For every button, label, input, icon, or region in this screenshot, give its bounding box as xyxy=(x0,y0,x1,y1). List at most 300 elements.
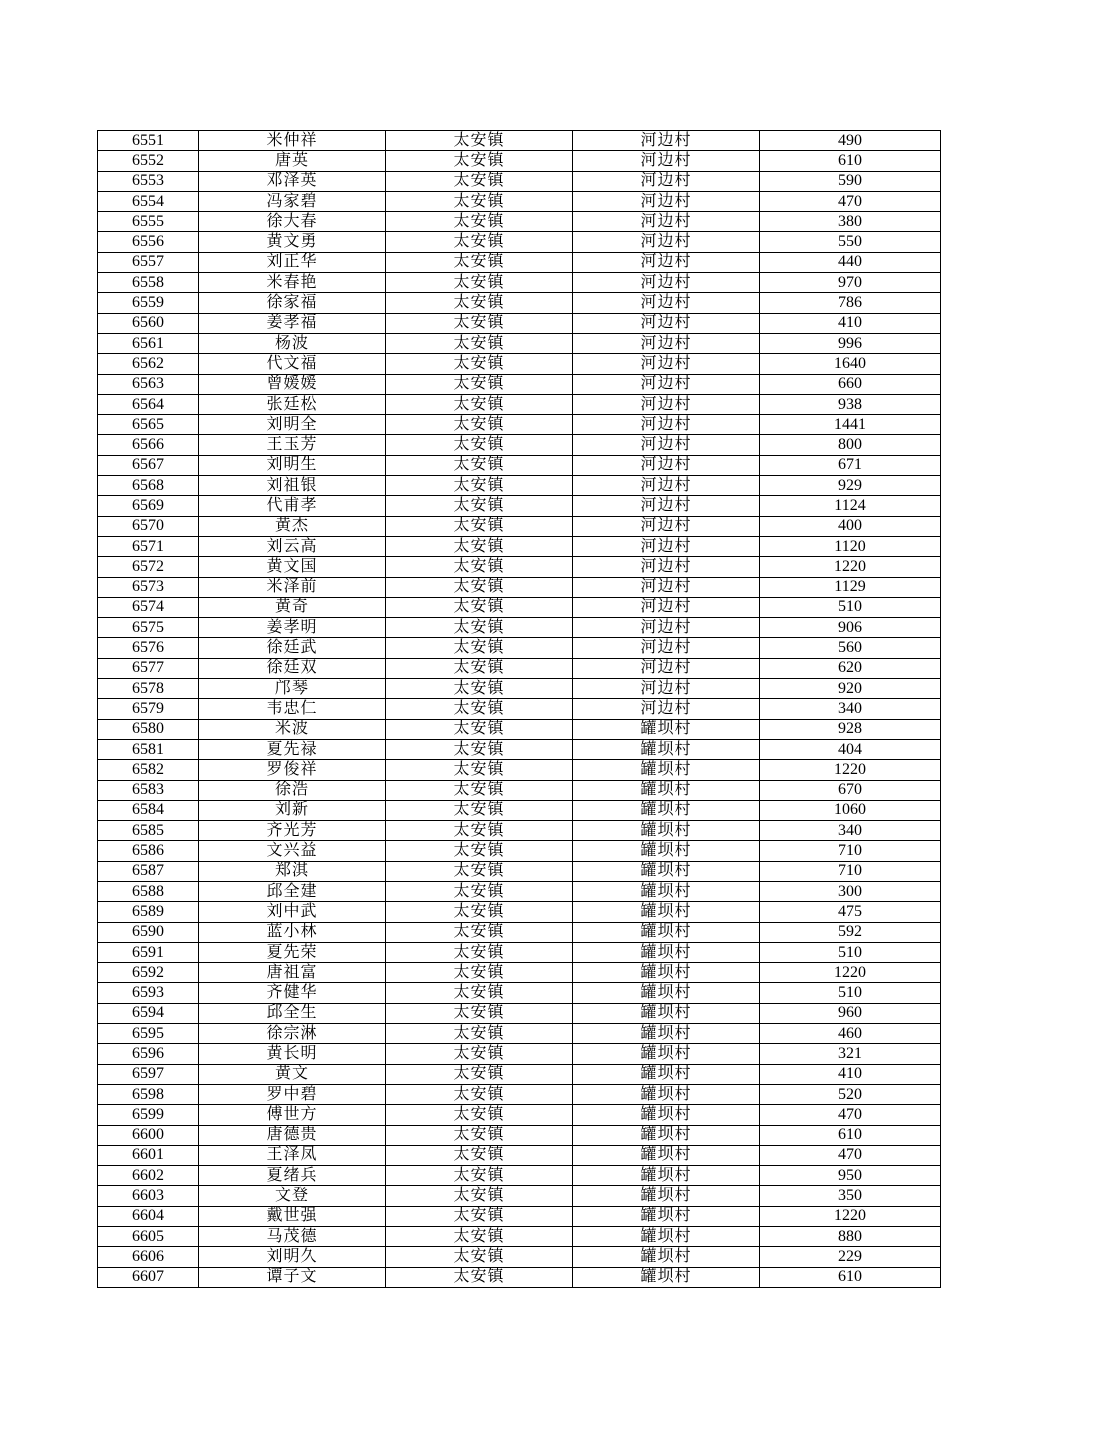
table-row xyxy=(98,699,941,719)
town-cell: 太安镇 xyxy=(386,577,573,597)
amount-cell: 380 xyxy=(760,212,941,232)
row-number-cell: 6579 xyxy=(98,699,199,719)
row-number-cell: 6598 xyxy=(98,1084,199,1104)
table-row xyxy=(98,1125,941,1145)
name-cell: 徐廷双 xyxy=(199,658,386,678)
village-cell: 河边村 xyxy=(573,191,760,211)
name-cell: 代文福 xyxy=(199,354,386,374)
table-row xyxy=(98,252,941,272)
village-cell: 河边村 xyxy=(573,536,760,556)
village-cell: 罐坝村 xyxy=(573,922,760,942)
amount-cell: 510 xyxy=(760,597,941,617)
row-number-cell: 6590 xyxy=(98,922,199,942)
name-cell: 徐宗淋 xyxy=(199,1024,386,1044)
town-cell: 太安镇 xyxy=(386,739,573,759)
row-number-cell: 6553 xyxy=(98,171,199,191)
amount-cell: 960 xyxy=(760,1003,941,1023)
amount-cell: 510 xyxy=(760,983,941,1003)
table-row xyxy=(98,394,941,414)
town-cell: 太安镇 xyxy=(386,800,573,820)
village-cell: 罐坝村 xyxy=(573,821,760,841)
town-cell: 太安镇 xyxy=(386,374,573,394)
village-cell: 罐坝村 xyxy=(573,1024,760,1044)
name-cell: 杨波 xyxy=(199,333,386,353)
table-row xyxy=(98,131,941,151)
town-cell: 太安镇 xyxy=(386,1267,573,1287)
table-row xyxy=(98,780,941,800)
name-cell: 曾媛媛 xyxy=(199,374,386,394)
name-cell: 王玉芳 xyxy=(199,435,386,455)
village-cell: 罐坝村 xyxy=(573,1105,760,1125)
table-row xyxy=(98,1084,941,1104)
town-cell: 太安镇 xyxy=(386,963,573,983)
row-number-cell: 6582 xyxy=(98,760,199,780)
amount-cell: 1129 xyxy=(760,577,941,597)
amount-cell: 475 xyxy=(760,902,941,922)
amount-cell: 1640 xyxy=(760,354,941,374)
table-row xyxy=(98,861,941,881)
town-cell: 太安镇 xyxy=(386,922,573,942)
name-cell: 刘新 xyxy=(199,800,386,820)
town-cell: 太安镇 xyxy=(386,151,573,171)
name-cell: 罗中碧 xyxy=(199,1084,386,1104)
row-number-cell: 6562 xyxy=(98,354,199,374)
row-number-cell: 6557 xyxy=(98,252,199,272)
name-cell: 黄文国 xyxy=(199,557,386,577)
table-row xyxy=(98,191,941,211)
row-number-cell: 6601 xyxy=(98,1145,199,1165)
amount-cell: 671 xyxy=(760,455,941,475)
amount-cell: 610 xyxy=(760,1267,941,1287)
amount-cell: 880 xyxy=(760,1227,941,1247)
name-cell: 邓泽英 xyxy=(199,171,386,191)
village-cell: 河边村 xyxy=(573,435,760,455)
amount-cell: 410 xyxy=(760,1064,941,1084)
name-cell: 徐大春 xyxy=(199,212,386,232)
name-cell: 齐健华 xyxy=(199,983,386,1003)
table-row xyxy=(98,739,941,759)
town-cell: 太安镇 xyxy=(386,760,573,780)
table-row xyxy=(98,1227,941,1247)
village-cell: 河边村 xyxy=(573,679,760,699)
row-number-cell: 6597 xyxy=(98,1064,199,1084)
row-number-cell: 6600 xyxy=(98,1125,199,1145)
village-cell: 河边村 xyxy=(573,394,760,414)
town-cell: 太安镇 xyxy=(386,881,573,901)
table-row xyxy=(98,1003,941,1023)
table-row xyxy=(98,293,941,313)
town-cell: 太安镇 xyxy=(386,131,573,151)
table-row xyxy=(98,1044,941,1064)
table-row xyxy=(98,983,941,1003)
row-number-cell: 6602 xyxy=(98,1166,199,1186)
name-cell: 文登 xyxy=(199,1186,386,1206)
table-row xyxy=(98,1166,941,1186)
town-cell: 太安镇 xyxy=(386,415,573,435)
table-body xyxy=(98,131,941,1288)
table-row xyxy=(98,841,941,861)
row-number-cell: 6567 xyxy=(98,455,199,475)
amount-cell: 786 xyxy=(760,293,941,313)
amount-cell: 410 xyxy=(760,313,941,333)
table-row xyxy=(98,679,941,699)
row-number-cell: 6578 xyxy=(98,679,199,699)
town-cell: 太安镇 xyxy=(386,841,573,861)
row-number-cell: 6564 xyxy=(98,394,199,414)
town-cell: 太安镇 xyxy=(386,354,573,374)
town-cell: 太安镇 xyxy=(386,557,573,577)
name-cell: 郑淇 xyxy=(199,861,386,881)
town-cell: 太安镇 xyxy=(386,313,573,333)
town-cell: 太安镇 xyxy=(386,476,573,496)
town-cell: 太安镇 xyxy=(386,1105,573,1125)
row-number-cell: 6585 xyxy=(98,821,199,841)
village-cell: 河边村 xyxy=(573,293,760,313)
village-cell: 罐坝村 xyxy=(573,1247,760,1267)
village-cell: 罐坝村 xyxy=(573,1064,760,1084)
town-cell: 太安镇 xyxy=(386,1125,573,1145)
table-row xyxy=(98,536,941,556)
name-cell: 邝琴 xyxy=(199,679,386,699)
village-cell: 河边村 xyxy=(573,455,760,475)
table-row xyxy=(98,577,941,597)
name-cell: 代甫孝 xyxy=(199,496,386,516)
table-row xyxy=(98,638,941,658)
village-cell: 河边村 xyxy=(573,151,760,171)
town-cell: 太安镇 xyxy=(386,618,573,638)
name-cell: 夏先荣 xyxy=(199,942,386,962)
row-number-cell: 6592 xyxy=(98,963,199,983)
name-cell: 夏先禄 xyxy=(199,739,386,759)
village-cell: 罐坝村 xyxy=(573,800,760,820)
row-number-cell: 6577 xyxy=(98,658,199,678)
table-row xyxy=(98,496,941,516)
town-cell: 太安镇 xyxy=(386,1064,573,1084)
data-table xyxy=(97,130,941,1288)
town-cell: 太安镇 xyxy=(386,1084,573,1104)
table-row xyxy=(98,435,941,455)
name-cell: 蓝小林 xyxy=(199,922,386,942)
row-number-cell: 6566 xyxy=(98,435,199,455)
village-cell: 河边村 xyxy=(573,496,760,516)
town-cell: 太安镇 xyxy=(386,861,573,881)
amount-cell: 1124 xyxy=(760,496,941,516)
name-cell: 夏绪兵 xyxy=(199,1166,386,1186)
amount-cell: 400 xyxy=(760,516,941,536)
row-number-cell: 6551 xyxy=(98,131,199,151)
town-cell: 太安镇 xyxy=(386,536,573,556)
name-cell: 谭子文 xyxy=(199,1267,386,1287)
name-cell: 戴世强 xyxy=(199,1206,386,1226)
village-cell: 罐坝村 xyxy=(573,1227,760,1247)
name-cell: 齐光芳 xyxy=(199,821,386,841)
row-number-cell: 6583 xyxy=(98,780,199,800)
town-cell: 太安镇 xyxy=(386,1206,573,1226)
amount-cell: 1220 xyxy=(760,1206,941,1226)
name-cell: 罗俊祥 xyxy=(199,760,386,780)
amount-cell: 592 xyxy=(760,922,941,942)
table-row xyxy=(98,963,941,983)
name-cell: 黄文勇 xyxy=(199,232,386,252)
village-cell: 罐坝村 xyxy=(573,1044,760,1064)
row-number-cell: 6591 xyxy=(98,942,199,962)
town-cell: 太安镇 xyxy=(386,516,573,536)
village-cell: 罐坝村 xyxy=(573,1084,760,1104)
row-number-cell: 6581 xyxy=(98,739,199,759)
table-row xyxy=(98,902,941,922)
row-number-cell: 6595 xyxy=(98,1024,199,1044)
table-row xyxy=(98,1267,941,1287)
row-number-cell: 6561 xyxy=(98,333,199,353)
village-cell: 罐坝村 xyxy=(573,1125,760,1145)
name-cell: 刘祖银 xyxy=(199,476,386,496)
amount-cell: 590 xyxy=(760,171,941,191)
amount-cell: 550 xyxy=(760,232,941,252)
town-cell: 太安镇 xyxy=(386,638,573,658)
town-cell: 太安镇 xyxy=(386,212,573,232)
name-cell: 徐浩 xyxy=(199,780,386,800)
village-cell: 河边村 xyxy=(573,333,760,353)
village-cell: 罐坝村 xyxy=(573,1145,760,1165)
row-number-cell: 6576 xyxy=(98,638,199,658)
table-row xyxy=(98,333,941,353)
row-number-cell: 6572 xyxy=(98,557,199,577)
name-cell: 邱全建 xyxy=(199,881,386,901)
village-cell: 罐坝村 xyxy=(573,841,760,861)
village-cell: 罐坝村 xyxy=(573,861,760,881)
row-number-cell: 6606 xyxy=(98,1247,199,1267)
town-cell: 太安镇 xyxy=(386,1247,573,1267)
village-cell: 河边村 xyxy=(573,273,760,293)
village-cell: 河边村 xyxy=(573,618,760,638)
row-number-cell: 6573 xyxy=(98,577,199,597)
town-cell: 太安镇 xyxy=(386,455,573,475)
village-cell: 河边村 xyxy=(573,171,760,191)
village-cell: 河边村 xyxy=(573,638,760,658)
name-cell: 刘中武 xyxy=(199,902,386,922)
table-row xyxy=(98,415,941,435)
amount-cell: 440 xyxy=(760,252,941,272)
name-cell: 刘明生 xyxy=(199,455,386,475)
row-number-cell: 6599 xyxy=(98,1105,199,1125)
town-cell: 太安镇 xyxy=(386,902,573,922)
town-cell: 太安镇 xyxy=(386,394,573,414)
name-cell: 唐祖富 xyxy=(199,963,386,983)
amount-cell: 928 xyxy=(760,719,941,739)
amount-cell: 800 xyxy=(760,435,941,455)
amount-cell: 1220 xyxy=(760,557,941,577)
row-number-cell: 6586 xyxy=(98,841,199,861)
amount-cell: 229 xyxy=(760,1247,941,1267)
village-cell: 河边村 xyxy=(573,577,760,597)
table-row xyxy=(98,881,941,901)
amount-cell: 470 xyxy=(760,1145,941,1165)
table-row xyxy=(98,151,941,171)
table-row xyxy=(98,1247,941,1267)
table-row xyxy=(98,821,941,841)
name-cell: 黄杰 xyxy=(199,516,386,536)
amount-cell: 350 xyxy=(760,1186,941,1206)
name-cell: 黄奇 xyxy=(199,597,386,617)
town-cell: 太安镇 xyxy=(386,597,573,617)
village-cell: 河边村 xyxy=(573,476,760,496)
row-number-cell: 6571 xyxy=(98,536,199,556)
row-number-cell: 6569 xyxy=(98,496,199,516)
amount-cell: 710 xyxy=(760,841,941,861)
name-cell: 刘明全 xyxy=(199,415,386,435)
name-cell: 刘明久 xyxy=(199,1247,386,1267)
village-cell: 河边村 xyxy=(573,658,760,678)
amount-cell: 938 xyxy=(760,394,941,414)
amount-cell: 670 xyxy=(760,780,941,800)
village-cell: 河边村 xyxy=(573,131,760,151)
name-cell: 邱全生 xyxy=(199,1003,386,1023)
table-row xyxy=(98,597,941,617)
town-cell: 太安镇 xyxy=(386,658,573,678)
village-cell: 罐坝村 xyxy=(573,902,760,922)
row-number-cell: 6563 xyxy=(98,374,199,394)
table-row xyxy=(98,313,941,333)
row-number-cell: 6596 xyxy=(98,1044,199,1064)
name-cell: 张廷松 xyxy=(199,394,386,414)
amount-cell: 610 xyxy=(760,151,941,171)
row-number-cell: 6584 xyxy=(98,800,199,820)
name-cell: 米泽前 xyxy=(199,577,386,597)
town-cell: 太安镇 xyxy=(386,496,573,516)
town-cell: 太安镇 xyxy=(386,1227,573,1247)
amount-cell: 996 xyxy=(760,333,941,353)
row-number-cell: 6570 xyxy=(98,516,199,536)
village-cell: 河边村 xyxy=(573,597,760,617)
amount-cell: 470 xyxy=(760,1105,941,1125)
amount-cell: 970 xyxy=(760,273,941,293)
name-cell: 刘正华 xyxy=(199,252,386,272)
row-number-cell: 6603 xyxy=(98,1186,199,1206)
village-cell: 河边村 xyxy=(573,313,760,333)
town-cell: 太安镇 xyxy=(386,1166,573,1186)
amount-cell: 950 xyxy=(760,1166,941,1186)
village-cell: 罐坝村 xyxy=(573,942,760,962)
name-cell: 刘云高 xyxy=(199,536,386,556)
amount-cell: 1120 xyxy=(760,536,941,556)
town-cell: 太安镇 xyxy=(386,699,573,719)
amount-cell: 660 xyxy=(760,374,941,394)
name-cell: 米春艳 xyxy=(199,273,386,293)
village-cell: 河边村 xyxy=(573,516,760,536)
town-cell: 太安镇 xyxy=(386,333,573,353)
row-number-cell: 6593 xyxy=(98,983,199,1003)
town-cell: 太安镇 xyxy=(386,780,573,800)
row-number-cell: 6556 xyxy=(98,232,199,252)
row-number-cell: 6594 xyxy=(98,1003,199,1023)
name-cell: 姜孝明 xyxy=(199,618,386,638)
village-cell: 罐坝村 xyxy=(573,780,760,800)
town-cell: 太安镇 xyxy=(386,1044,573,1064)
amount-cell: 610 xyxy=(760,1125,941,1145)
village-cell: 河边村 xyxy=(573,415,760,435)
town-cell: 太安镇 xyxy=(386,679,573,699)
amount-cell: 300 xyxy=(760,881,941,901)
amount-cell: 460 xyxy=(760,1024,941,1044)
name-cell: 姜孝福 xyxy=(199,313,386,333)
row-number-cell: 6607 xyxy=(98,1267,199,1287)
table-row xyxy=(98,455,941,475)
name-cell: 傅世方 xyxy=(199,1105,386,1125)
table-row xyxy=(98,557,941,577)
table-row xyxy=(98,922,941,942)
town-cell: 太安镇 xyxy=(386,171,573,191)
village-cell: 罐坝村 xyxy=(573,1206,760,1226)
town-cell: 太安镇 xyxy=(386,942,573,962)
village-cell: 罐坝村 xyxy=(573,1003,760,1023)
village-cell: 罐坝村 xyxy=(573,739,760,759)
name-cell: 唐德贵 xyxy=(199,1125,386,1145)
table-row xyxy=(98,212,941,232)
name-cell: 韦忠仁 xyxy=(199,699,386,719)
name-cell: 米仲祥 xyxy=(199,131,386,151)
town-cell: 太安镇 xyxy=(386,1003,573,1023)
town-cell: 太安镇 xyxy=(386,1186,573,1206)
row-number-cell: 6575 xyxy=(98,618,199,638)
amount-cell: 906 xyxy=(760,618,941,638)
table-row xyxy=(98,760,941,780)
town-cell: 太安镇 xyxy=(386,821,573,841)
table-row xyxy=(98,232,941,252)
town-cell: 太安镇 xyxy=(386,1024,573,1044)
row-number-cell: 6559 xyxy=(98,293,199,313)
amount-cell: 340 xyxy=(760,821,941,841)
table-row xyxy=(98,1064,941,1084)
name-cell: 徐廷武 xyxy=(199,638,386,658)
name-cell: 唐英 xyxy=(199,151,386,171)
row-number-cell: 6552 xyxy=(98,151,199,171)
village-cell: 罐坝村 xyxy=(573,983,760,1003)
name-cell: 徐家福 xyxy=(199,293,386,313)
amount-cell: 1220 xyxy=(760,760,941,780)
table-row xyxy=(98,476,941,496)
name-cell: 文兴益 xyxy=(199,841,386,861)
table-row xyxy=(98,273,941,293)
table-row xyxy=(98,942,941,962)
village-cell: 河边村 xyxy=(573,699,760,719)
village-cell: 罐坝村 xyxy=(573,1166,760,1186)
row-number-cell: 6554 xyxy=(98,191,199,211)
village-cell: 罐坝村 xyxy=(573,1186,760,1206)
amount-cell: 1060 xyxy=(760,800,941,820)
name-cell: 黄长明 xyxy=(199,1044,386,1064)
amount-cell: 404 xyxy=(760,739,941,759)
town-cell: 太安镇 xyxy=(386,1145,573,1165)
amount-cell: 510 xyxy=(760,942,941,962)
table-row xyxy=(98,1105,941,1125)
row-number-cell: 6589 xyxy=(98,902,199,922)
row-number-cell: 6555 xyxy=(98,212,199,232)
table-row xyxy=(98,1206,941,1226)
name-cell: 王泽凤 xyxy=(199,1145,386,1165)
amount-cell: 710 xyxy=(760,861,941,881)
table-row xyxy=(98,354,941,374)
amount-cell: 490 xyxy=(760,131,941,151)
amount-cell: 620 xyxy=(760,658,941,678)
row-number-cell: 6565 xyxy=(98,415,199,435)
village-cell: 河边村 xyxy=(573,212,760,232)
town-cell: 太安镇 xyxy=(386,232,573,252)
row-number-cell: 6587 xyxy=(98,861,199,881)
town-cell: 太安镇 xyxy=(386,273,573,293)
row-number-cell: 6588 xyxy=(98,881,199,901)
amount-cell: 1441 xyxy=(760,415,941,435)
village-cell: 河边村 xyxy=(573,354,760,374)
